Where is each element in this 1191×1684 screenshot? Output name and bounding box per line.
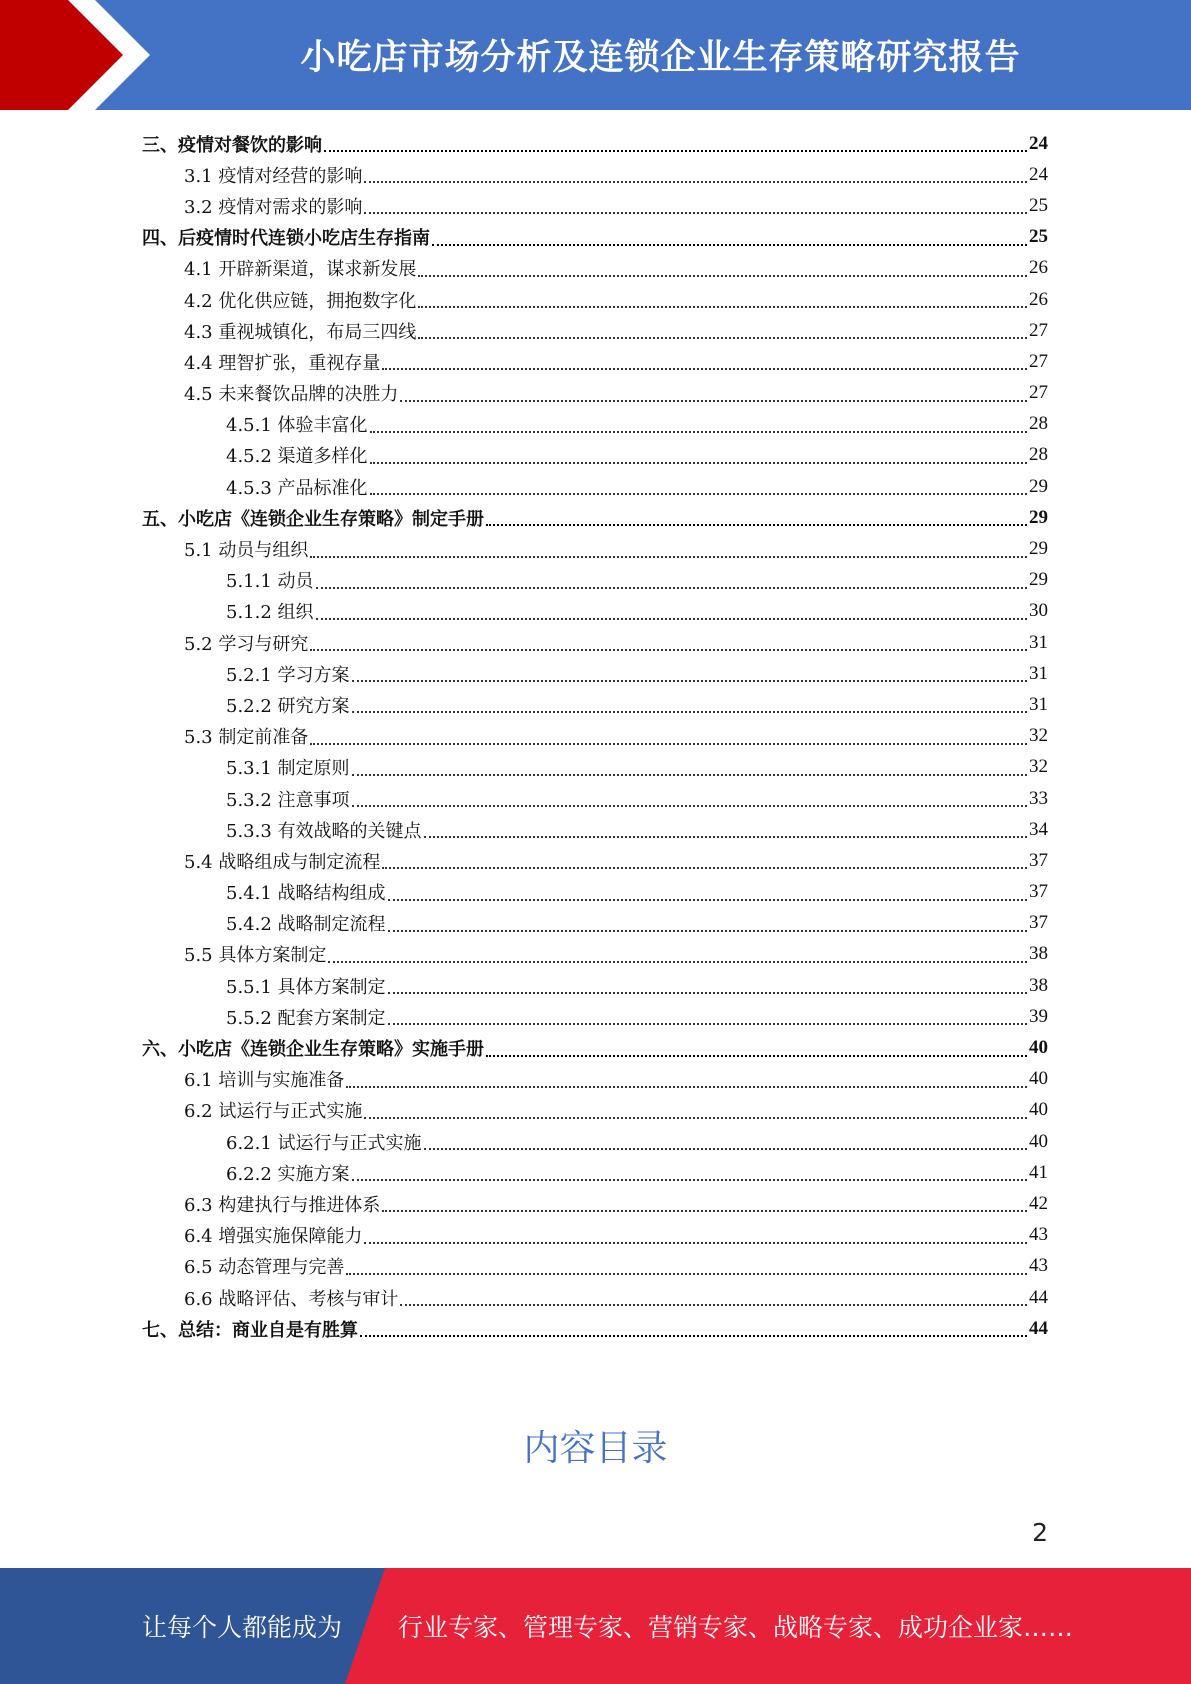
toc-heading: 内容目录 <box>523 1428 668 1469</box>
toc-entry[interactable] <box>142 689 1048 720</box>
toc-entry-page: 32 <box>1029 725 1048 747</box>
toc-dot-leader <box>324 149 1027 152</box>
toc-entry[interactable] <box>142 253 1048 284</box>
toc-entry-page: 34 <box>1029 818 1048 840</box>
toc-entry-page: 39 <box>1029 1005 1048 1027</box>
toc-entry[interactable] <box>142 159 1048 190</box>
toc-entry[interactable] <box>142 1282 1048 1313</box>
toc-entry-title: 4.2 优化供应链，拥抱数字化 <box>184 290 417 312</box>
toc-entry-title: 6.5 动态管理与完善 <box>184 1257 345 1279</box>
toc-dot-leader <box>310 648 1027 651</box>
toc-dot-leader <box>310 742 1027 745</box>
toc-entry-title: 5.1.2 组织 <box>226 602 314 624</box>
toc-dot-leader <box>316 617 1027 620</box>
toc-entry-page: 38 <box>1029 943 1048 965</box>
toc-entry[interactable] <box>142 627 1048 658</box>
toc-entry-title: 三、疫情对餐饮的影响 <box>142 134 322 156</box>
toc-dot-leader <box>424 1147 1027 1150</box>
toc-entry[interactable] <box>142 752 1048 783</box>
toc-entry[interactable] <box>142 1251 1048 1282</box>
toc-entry-title: 四、后疫情时代连锁小吃店生存指南 <box>142 228 430 250</box>
toc-entry[interactable] <box>142 1157 1048 1188</box>
toc-entry-page: 31 <box>1029 662 1048 684</box>
toc-dot-leader <box>352 1178 1027 1181</box>
toc-entry[interactable] <box>142 658 1048 689</box>
toc-dot-leader <box>370 461 1027 464</box>
toc-entry-page: 29 <box>1029 569 1048 591</box>
toc-entry-title: 5.4 战略组成与制定流程 <box>184 851 381 873</box>
toc-dot-leader <box>352 710 1027 713</box>
toc-entry[interactable] <box>142 533 1048 564</box>
toc-entry-title: 6.6 战略评估、考核与审计 <box>184 1288 399 1310</box>
toc-entry[interactable] <box>142 565 1048 596</box>
footer-slogan-right: 行业专家、管理专家、营销专家、战略专家、成功企业家…… <box>398 1613 1074 1642</box>
toc-entry-title: 5.3 制定前准备 <box>184 727 309 749</box>
toc-entry[interactable] <box>142 970 1048 1001</box>
toc-dot-leader <box>360 1334 1027 1337</box>
toc-entry-title: 6.2.2 实施方案 <box>226 1163 350 1185</box>
toc-entry-page: 38 <box>1029 974 1048 996</box>
toc-entry-title: 六、小吃店《连锁企业生存策略》实施手册 <box>142 1039 484 1061</box>
toc-entry-title: 5.1.1 动员 <box>226 571 314 593</box>
toc-entry[interactable] <box>142 1064 1048 1095</box>
toc-entry[interactable] <box>142 845 1048 876</box>
toc-entry-title: 5.2.2 研究方案 <box>226 695 350 717</box>
toc-entry-title: 5.4.1 战略结构组成 <box>226 883 386 905</box>
toc-entry-title: 6.2.1 试运行与正式实施 <box>226 1132 422 1154</box>
toc-entry-page: 43 <box>1029 1224 1048 1246</box>
toc-entry-title: 4.5.1 体验丰富化 <box>226 415 368 437</box>
toc-entry-page: 29 <box>1029 475 1048 497</box>
toc-dot-leader <box>364 1241 1027 1244</box>
toc-entry-page: 40 <box>1029 1068 1048 1090</box>
toc-entry-page: 31 <box>1029 631 1048 653</box>
toc-entry-title: 4.3 重视城镇化，布局三四线 <box>184 321 417 343</box>
toc-entry-title: 6.2 试运行与正式实施 <box>184 1101 363 1123</box>
toc-entry-page: 24 <box>1029 163 1048 185</box>
toc-dot-leader <box>310 555 1027 558</box>
toc-dot-leader <box>364 211 1027 214</box>
toc-dot-leader <box>400 399 1027 402</box>
toc-dot-leader <box>346 1272 1027 1275</box>
toc-dot-leader <box>382 866 1027 869</box>
toc-dot-leader <box>418 274 1027 277</box>
toc-dot-leader <box>364 180 1027 183</box>
toc-dot-leader <box>388 929 1027 932</box>
toc-entry-title: 4.4 理智扩张，重视存量 <box>184 352 381 374</box>
toc-entry-page: 40 <box>1029 1037 1048 1059</box>
toc-entry-title: 4.5.3 产品标准化 <box>226 477 368 499</box>
toc-entry-title: 五、小吃店《连锁企业生存策略》制定手册 <box>142 508 484 530</box>
toc-entry-page: 31 <box>1029 693 1048 715</box>
toc-entry[interactable] <box>142 502 1048 533</box>
toc-entry-page: 33 <box>1029 787 1048 809</box>
toc-entry[interactable] <box>142 471 1048 502</box>
toc-entry-page: 25 <box>1029 226 1048 248</box>
toc-entry-page: 27 <box>1029 350 1048 372</box>
toc-entry[interactable] <box>142 1095 1048 1126</box>
toc-entry[interactable] <box>142 409 1048 440</box>
page-number: 2 <box>1032 1518 1048 1547</box>
toc-entry-title: 6.3 构建执行与推进体系 <box>184 1194 381 1216</box>
toc-entry-title: 5.5 具体方案制定 <box>184 945 327 967</box>
toc-entry-page: 29 <box>1029 506 1048 528</box>
footer-banner <box>0 1568 1191 1684</box>
toc-entry-page: 26 <box>1029 257 1048 279</box>
toc-entry-page: 40 <box>1029 1099 1048 1121</box>
toc-entry-title: 5.2 学习与研究 <box>184 633 309 655</box>
toc-dot-leader <box>486 523 1027 526</box>
toc-entry-page: 32 <box>1029 756 1048 778</box>
toc-entry-page: 28 <box>1029 413 1048 435</box>
toc-entry-title: 5.3.2 注意事项 <box>226 789 350 811</box>
toc-dot-leader <box>352 773 1027 776</box>
toc-dot-leader <box>418 336 1027 339</box>
toc-entry-page: 41 <box>1029 1161 1048 1183</box>
toc-dot-leader <box>388 898 1027 901</box>
toc-entry-title: 4.5.2 渠道多样化 <box>226 446 368 468</box>
report-title: 小吃店市场分析及连锁企业生存策略研究报告 <box>300 38 1021 78</box>
toc-entry[interactable] <box>142 814 1048 845</box>
toc-entry[interactable] <box>142 440 1048 471</box>
toc-entry-page: 37 <box>1029 912 1048 934</box>
toc-dot-leader <box>424 835 1027 838</box>
toc-entry-title: 4.1 开辟新渠道，谋求新发展 <box>184 259 417 281</box>
toc-entry-title: 5.3.3 有效战略的关键点 <box>226 820 422 842</box>
toc-entry[interactable] <box>142 1188 1048 1219</box>
toc-entry-title: 5.3.1 制定原则 <box>226 758 350 780</box>
toc-entry-page: 29 <box>1029 538 1048 560</box>
toc-entry-title: 5.1 动员与组织 <box>184 540 309 562</box>
toc-entry[interactable] <box>142 378 1048 409</box>
toc-entry-page: 44 <box>1029 1317 1048 1339</box>
toc-entry-page: 37 <box>1029 881 1048 903</box>
toc-dot-leader <box>432 243 1027 246</box>
toc-entry-page: 44 <box>1029 1286 1048 1308</box>
toc-entry-title: 5.5.2 配套方案制定 <box>226 1007 386 1029</box>
toc-dot-leader <box>352 804 1027 807</box>
toc-entry-page: 26 <box>1029 288 1048 310</box>
toc-entry-title: 七、总结：商业自是有胜算 <box>142 1319 358 1341</box>
toc-entry[interactable] <box>142 315 1048 346</box>
toc-entry-title: 6.4 增强实施保障能力 <box>184 1226 363 1248</box>
toc-entry-page: 28 <box>1029 444 1048 466</box>
toc-dot-leader <box>328 960 1027 963</box>
toc-entry[interactable] <box>142 284 1048 315</box>
toc-dot-leader <box>382 367 1027 370</box>
toc-entry-page: 24 <box>1029 132 1048 154</box>
toc-entry[interactable] <box>142 939 1048 970</box>
toc-entry-title: 5.2.1 学习方案 <box>226 664 350 686</box>
header-banner <box>0 0 1191 110</box>
toc-entry[interactable] <box>142 783 1048 814</box>
toc-entry[interactable] <box>142 721 1048 752</box>
toc-entry[interactable] <box>142 190 1048 221</box>
toc-entry-title: 6.1 培训与实施准备 <box>184 1070 345 1092</box>
toc-dot-leader <box>346 1085 1027 1088</box>
toc-entry[interactable] <box>142 222 1048 253</box>
toc-entry[interactable] <box>142 1313 1048 1344</box>
toc-entry[interactable] <box>142 1001 1048 1032</box>
toc-entry[interactable] <box>142 596 1048 627</box>
toc-entry[interactable] <box>142 1126 1048 1157</box>
toc-dot-leader <box>316 586 1027 589</box>
toc-entry[interactable] <box>142 1032 1048 1063</box>
toc-entry-page: 43 <box>1029 1255 1048 1277</box>
toc-dot-leader <box>418 305 1027 308</box>
toc-entry-page: 40 <box>1029 1130 1048 1152</box>
toc-entry-page: 27 <box>1029 382 1048 404</box>
toc-entry[interactable] <box>142 877 1048 908</box>
toc-entry[interactable] <box>142 128 1048 159</box>
toc-entry-title: 5.5.1 具体方案制定 <box>226 976 386 998</box>
toc-entry-title: 5.4.2 战略制定流程 <box>226 914 386 936</box>
toc-entry-title: 3.1 疫情对经营的影响 <box>184 165 363 187</box>
toc-entry-page: 27 <box>1029 319 1048 341</box>
toc-entry-page: 30 <box>1029 600 1048 622</box>
toc-dot-leader <box>352 679 1027 682</box>
toc-entry[interactable] <box>142 346 1048 377</box>
toc-dot-leader <box>486 1054 1027 1057</box>
toc-entry-page: 42 <box>1029 1192 1048 1214</box>
toc-entry-page: 25 <box>1029 194 1048 216</box>
toc-entry[interactable] <box>142 1220 1048 1251</box>
toc-dot-leader <box>382 1209 1027 1212</box>
toc-entry[interactable] <box>142 908 1048 939</box>
toc-dot-leader <box>388 991 1027 994</box>
toc-entry-title: 3.2 疫情对需求的影响 <box>184 196 363 218</box>
table-of-contents <box>142 128 1048 1344</box>
toc-dot-leader <box>364 1116 1027 1119</box>
footer-slogan-left: 让每个人都能成为 <box>142 1613 343 1642</box>
toc-dot-leader <box>370 430 1027 433</box>
toc-dot-leader <box>400 1303 1027 1306</box>
toc-entry-page: 37 <box>1029 849 1048 871</box>
toc-dot-leader <box>388 1022 1027 1025</box>
toc-dot-leader <box>370 492 1027 495</box>
toc-entry-title: 4.5 未来餐饮品牌的决胜力 <box>184 384 399 406</box>
